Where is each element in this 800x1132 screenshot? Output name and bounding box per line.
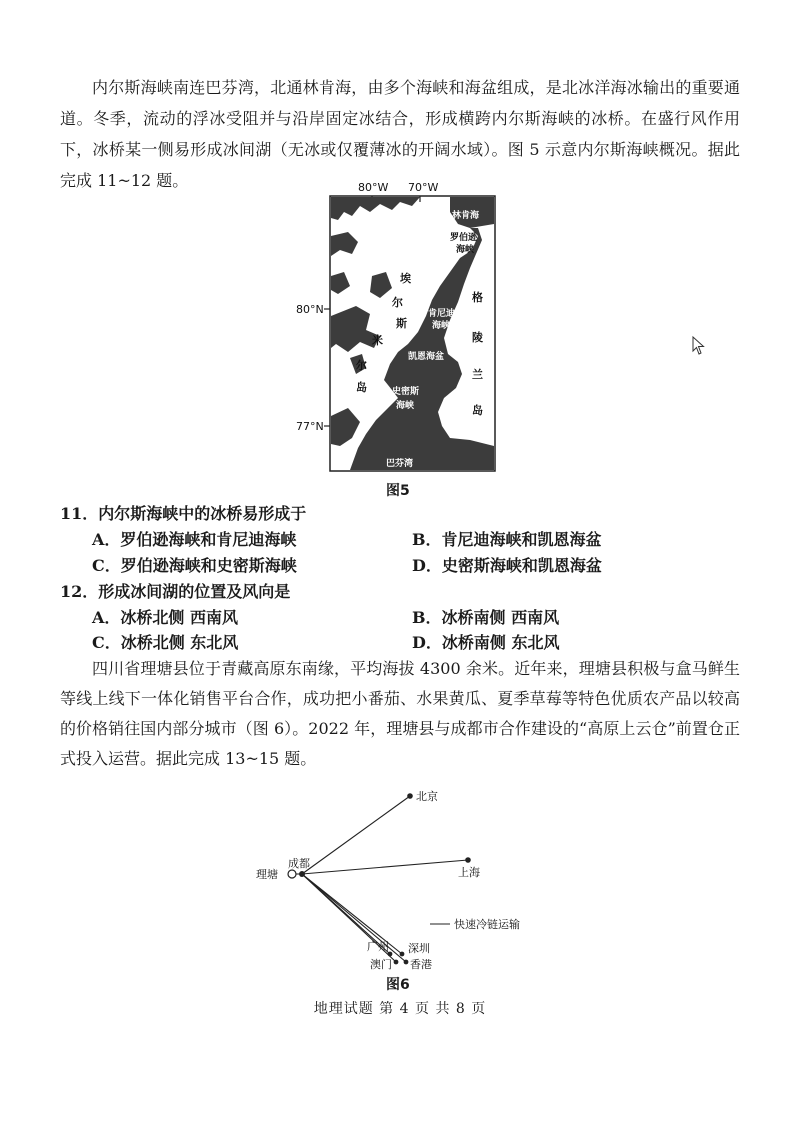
label-kennedy-2: 海峡 <box>432 321 451 331</box>
label-greenland-1: 格 <box>472 291 483 304</box>
lat-label-80n: 80°N <box>296 303 324 316</box>
lat-label-77n: 77°N <box>296 420 324 433</box>
label-robeson-1: 罗伯逊 <box>450 233 478 243</box>
q12-option-c[interactable]: C．冰桥北侧 东北风 <box>92 633 239 652</box>
label-lincoln-sea: 林肯海 <box>452 211 480 221</box>
label-ellesmere-1: 埃 <box>400 272 411 285</box>
route-shanghai <box>302 860 468 874</box>
label-guangzhou: 广州 <box>367 940 389 953</box>
q11-option-d[interactable]: D．史密斯海峡和凯恩海盆 <box>412 556 602 575</box>
q12-option-a[interactable]: A．冰桥北侧 西南风 <box>92 608 238 627</box>
figure6-diagram <box>240 788 560 988</box>
label-ellesmere-3: 斯 <box>396 317 407 330</box>
q12-option-d[interactable]: D．冰桥南侧 东北风 <box>412 633 560 652</box>
intro-paragraph-nares: 内尔斯海峡南连巴芬湾，北通林肯海，由多个海峡和海盆组成，是北冰洋海冰输出的重要通道。冬季，流动的浮冰受阻并与沿岸固定冰结合，形成横跨内尔斯海峡的冰桥。在盛行风作用下，冰桥某一侧易形成冰间湖（无冰或仅覆薄冰的开阔水域）。图 5 示意内尔斯海峡概况。据此完成 11~12 题。 <box>60 78 740 190</box>
label-greenland-4: 岛 <box>472 404 483 417</box>
label-ellesmere-5: 尔 <box>356 359 367 372</box>
intro-paragraph-litang: 四川省理塘县位于青藏高原东南缘，平均海拔 4300 余米。近年来，理塘县积极与盒马鲜生等线上线下一体化销售平台合作，成功把小番茄、水果黄瓜、夏季草莓等特色优质农产品以较高的价格销往国内部分城市（图 6）。2022 年，理塘县与成都市合作建设的“高原上云仓”前置仓正式投入运营。据此完成 13~15 题。 <box>60 659 740 768</box>
label-hongkong: 香港 <box>410 958 432 971</box>
label-baffin-bay: 巴芬湾 <box>386 459 414 469</box>
page-footer: 地理试题 第 4 页 共 8 页 <box>313 1001 487 1017</box>
label-smith-2: 海峡 <box>396 401 415 411</box>
route-beijing <box>302 796 410 874</box>
route-hongkong <box>302 874 406 962</box>
figure6-caption: 图6 <box>386 977 410 993</box>
label-shanghai: 上海 <box>458 866 480 879</box>
label-shenzhen: 深圳 <box>408 942 430 955</box>
q12-stem: 12．形成冰间湖的位置及风向是 <box>60 582 291 601</box>
label-robeson-2: 海峡 <box>456 245 475 255</box>
figure5-map <box>296 176 520 480</box>
lon-label-80w: 80°W <box>358 181 389 194</box>
label-smith-1: 史密斯 <box>392 387 420 397</box>
node-litang <box>288 870 296 878</box>
label-ellesmere-4: 米 <box>372 334 383 347</box>
lon-label-70w: 70°W <box>408 181 439 194</box>
node-macau <box>394 960 399 965</box>
node-beijing <box>407 793 413 799</box>
q11-option-a[interactable]: A．罗伯逊海峡和肯尼迪海峡 <box>92 530 297 549</box>
q11-option-c[interactable]: C．罗伯逊海峡和史密斯海峡 <box>92 556 297 575</box>
node-hongkong <box>404 960 409 965</box>
label-beijing: 北京 <box>416 790 438 803</box>
mouse-cursor-icon <box>692 336 706 356</box>
q12-option-b[interactable]: B．冰桥南侧 西南风 <box>412 608 560 627</box>
node-chengdu <box>299 871 305 877</box>
label-ellesmere-2: 尔 <box>392 296 403 309</box>
node-shanghai <box>465 857 471 863</box>
label-ellesmere-6: 岛 <box>356 381 367 394</box>
label-kane-basin: 凯恩海盆 <box>408 352 445 362</box>
label-litang: 理塘 <box>256 868 278 881</box>
label-greenland-3: 兰 <box>472 368 483 381</box>
q11-option-b[interactable]: B．肯尼迪海峡和凯恩海盆 <box>412 530 602 549</box>
legend-label: 快速冷链运输 <box>454 918 520 931</box>
label-chengdu: 成都 <box>288 857 310 870</box>
q11-stem: 11．内尔斯海峡中的冰桥易形成于 <box>60 504 307 523</box>
label-kennedy-1: 肯尼迪 <box>428 309 456 319</box>
label-macau: 澳门 <box>370 958 392 971</box>
node-shenzhen <box>400 952 405 957</box>
figure5-caption: 图5 <box>386 483 410 499</box>
label-greenland-2: 陵 <box>472 331 483 344</box>
